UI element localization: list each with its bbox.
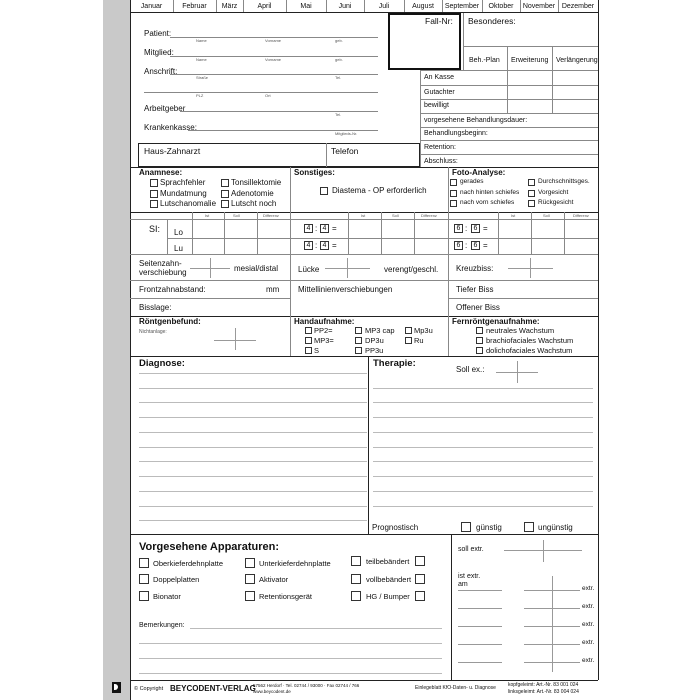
- doppelplatten-checkbox[interactable]: [139, 574, 149, 584]
- month-aug[interactable]: August: [412, 3, 434, 10]
- tonsillektomie-checkbox[interactable]: [221, 179, 229, 187]
- vorgesicht-checkbox[interactable]: [528, 190, 535, 197]
- s-checkbox[interactable]: [305, 347, 312, 354]
- binding-strip: [103, 0, 130, 700]
- brachiofaciales-checkbox[interactable]: [476, 337, 483, 344]
- month-apr[interactable]: April: [257, 3, 272, 10]
- anschrift-label: Anschrift:: [144, 67, 178, 76]
- fall-nr-label: Fall-Nr:: [425, 16, 453, 26]
- si-lu-digit-a: 4: [304, 241, 313, 250]
- page-right-border: [598, 0, 599, 680]
- hauszahnarzt-label: Haus-Zahnarzt: [144, 146, 201, 156]
- bemerkungen-label: Bemerkungen:: [139, 622, 185, 629]
- patient-label: Patient:: [144, 29, 172, 38]
- vollbebaendert-extra-checkbox[interactable]: [415, 574, 425, 584]
- month-jul[interactable]: Juli: [378, 3, 390, 10]
- mp3-checkbox[interactable]: [305, 337, 312, 344]
- sonstiges-title: Sonstiges:: [294, 168, 335, 177]
- neutrales-checkbox[interactable]: [476, 327, 483, 334]
- pp3u-checkbox[interactable]: [355, 347, 362, 354]
- roentgen-title: Röntgenbefund:: [139, 317, 201, 326]
- krankenkasse-label: Krankenkasse:: [144, 123, 197, 132]
- month-jan[interactable]: Januar: [140, 3, 163, 10]
- gerades-checkbox[interactable]: [450, 179, 457, 186]
- apparaturen-title: Vorgesehene Apparaturen:: [139, 541, 279, 553]
- dolichofaciales-checkbox[interactable]: [476, 347, 483, 354]
- month-dec[interactable]: Dezember: [561, 3, 595, 10]
- fernroentgen-title: Fernröntgenaufnahme:: [452, 317, 540, 326]
- month-jun[interactable]: Juni: [338, 3, 352, 10]
- copyright-label: © Copyright: [134, 686, 164, 692]
- bionator-checkbox[interactable]: [139, 591, 149, 601]
- month-oct[interactable]: Oktober: [488, 3, 514, 10]
- mitglied-label: Mitglied:: [144, 48, 174, 57]
- lutschanomalie-checkbox[interactable]: [150, 200, 158, 208]
- month-may[interactable]: Mai: [300, 3, 312, 10]
- retentionsgeraet-checkbox[interactable]: [245, 591, 255, 601]
- si-lu-digit-c: 6: [454, 241, 463, 250]
- anschrift-field-2[interactable]: [144, 92, 378, 93]
- month-nov[interactable]: November: [522, 3, 556, 10]
- lutscht-noch-checkbox[interactable]: [221, 200, 229, 208]
- rueckgesicht-checkbox[interactable]: [528, 200, 535, 207]
- mundatmung-checkbox[interactable]: [150, 190, 158, 198]
- vorn-schiefes-checkbox[interactable]: [450, 200, 457, 207]
- oberkieferdehnplatte-checkbox[interactable]: [139, 558, 149, 568]
- unguenstig-checkbox[interactable]: [524, 522, 534, 532]
- dp3u-checkbox[interactable]: [355, 337, 362, 344]
- si-lo-digit-a: 4: [304, 224, 313, 233]
- month-feb[interactable]: Februar: [182, 3, 207, 10]
- hg-bumper-extra-checkbox[interactable]: [415, 591, 425, 601]
- footer-web: www.beycodent.de: [253, 689, 291, 694]
- si-lo-digit-d: 6: [471, 224, 480, 233]
- teilbebaendert-checkbox[interactable]: [351, 556, 361, 566]
- guenstig-checkbox[interactable]: [461, 522, 471, 532]
- si-label: SI:: [149, 224, 161, 234]
- footer-einlege: Einlegeblatt KfO-Daten- u. Diagnose: [415, 685, 496, 691]
- diagnose-title: Diagnose:: [139, 358, 185, 369]
- page-left-border: [130, 0, 131, 700]
- pp2-checkbox[interactable]: [305, 327, 312, 334]
- footer-links: linksgeleimt: Art.-Nr. 83 004 024: [508, 689, 579, 695]
- besonderes-label: Besonderes:: [468, 16, 516, 26]
- teilbebaendert-extra-checkbox[interactable]: [415, 556, 425, 566]
- anamnese-title: Anamnese:: [139, 168, 183, 177]
- arbeitgeber-field[interactable]: [180, 111, 378, 112]
- si-lu-digit-b: 4: [320, 241, 329, 250]
- handaufnahme-title: Handaufnahme:: [294, 317, 355, 326]
- si-lu-digit-d: 6: [471, 241, 480, 250]
- arbeitgeber-label: Arbeitgeber: [144, 104, 186, 113]
- unterkieferdehnplatte-checkbox[interactable]: [245, 558, 255, 568]
- ru-checkbox[interactable]: [405, 337, 412, 344]
- month-mar[interactable]: März: [221, 3, 238, 10]
- month-sep[interactable]: September: [444, 3, 480, 10]
- footer-address: 57562 Herdorf · Tel. 02744 / 93000 · Fax 02744 / 766: [253, 683, 360, 688]
- mp3u-checkbox[interactable]: [405, 327, 412, 334]
- hg-bumper-checkbox[interactable]: [351, 591, 361, 601]
- vollbebaendert-checkbox[interactable]: [351, 574, 361, 584]
- footer-kopf: kopfgeleimt: Art.-Nr. 83 001 024: [508, 682, 579, 688]
- verlag-name: BEYCODENT-VERLAG: [170, 684, 256, 693]
- si-lo-digit-c: 6: [454, 224, 463, 233]
- therapie-title: Therapie:: [373, 358, 416, 369]
- telefon-label: Telefon: [331, 146, 359, 156]
- foto-analyse-title: Foto-Analyse:: [452, 168, 506, 177]
- aktivator-checkbox[interactable]: [245, 574, 255, 584]
- durchschnittsges-checkbox[interactable]: [528, 179, 535, 186]
- mp3cap-checkbox[interactable]: [355, 327, 362, 334]
- si-lo-digit-b: 4: [320, 224, 329, 233]
- diastema-checkbox[interactable]: [320, 187, 328, 195]
- adenotomie-checkbox[interactable]: [221, 190, 229, 198]
- sprachfehler-checkbox[interactable]: [150, 179, 158, 187]
- hinten-schiefes-checkbox[interactable]: [450, 190, 457, 197]
